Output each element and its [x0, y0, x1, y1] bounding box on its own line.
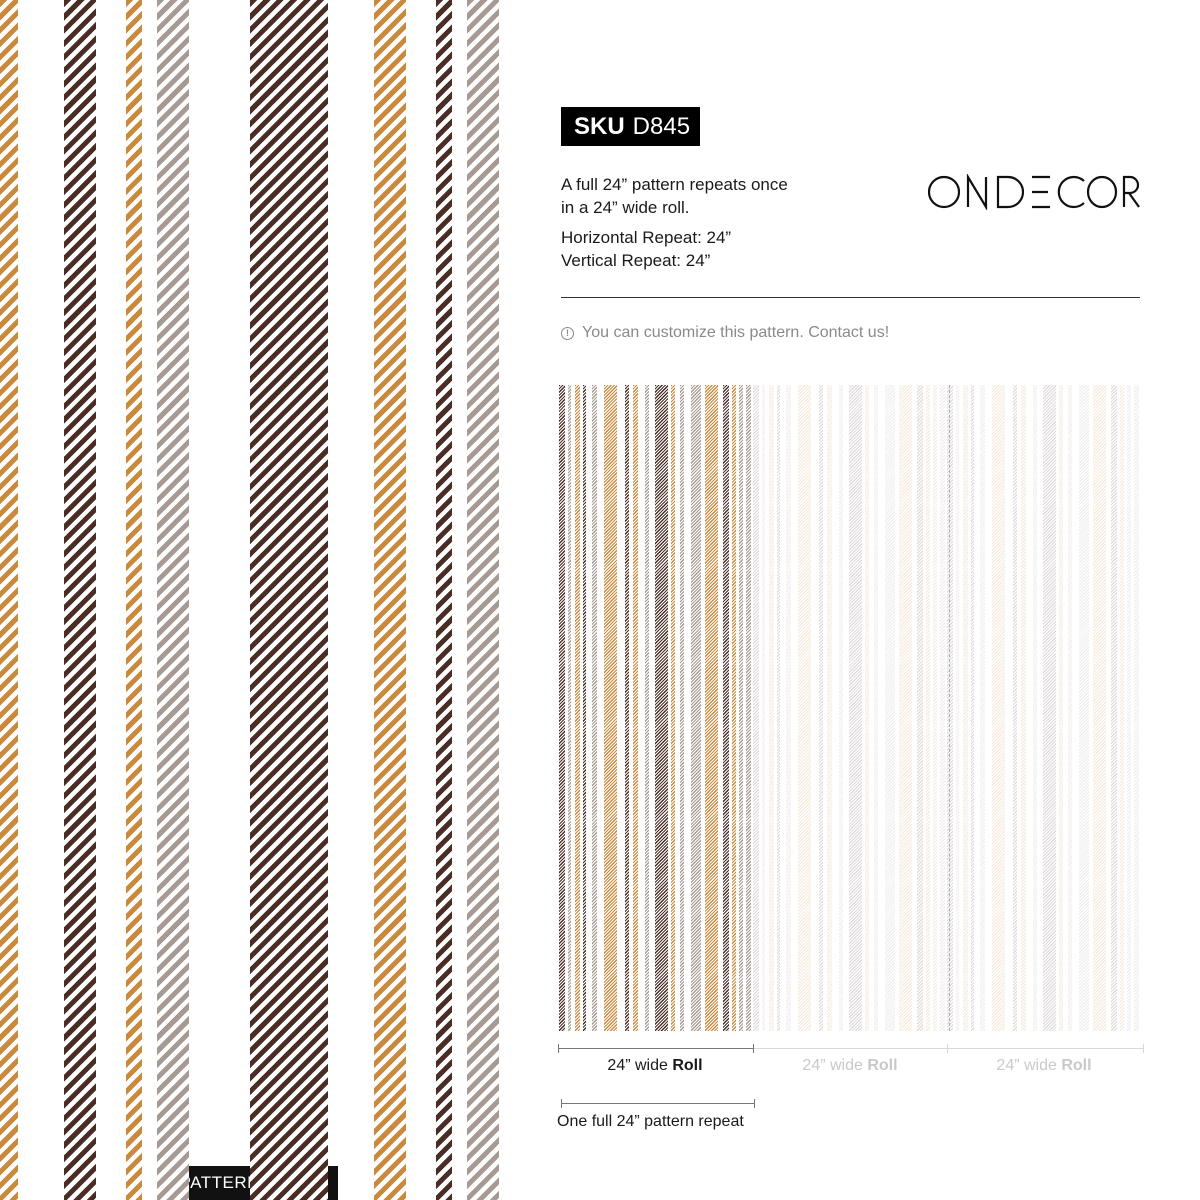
roll-1 — [559, 385, 753, 1031]
pattern-stripe — [645, 385, 649, 1031]
pattern-stripe — [798, 385, 811, 1031]
pattern-stripe — [885, 385, 895, 1031]
roll-3 — [947, 385, 1141, 1031]
pattern-stripe — [1013, 385, 1017, 1031]
pattern-stripe — [250, 0, 328, 1200]
pattern-stripe — [947, 385, 953, 1031]
roll-label-2: 24” wide Roll — [802, 1057, 898, 1074]
pattern-stripe — [680, 385, 684, 1031]
brand-logo — [928, 174, 1140, 210]
pattern-stripe — [374, 0, 406, 1200]
divider — [561, 297, 1140, 298]
customize-text[interactable]: You can customize this pattern. Contact us! — [582, 324, 890, 341]
roll-1-dimension-line — [558, 1048, 754, 1049]
description-line-2: in a 24” wide roll. — [561, 198, 690, 217]
pattern-detail-label: PATTERN — [168, 1166, 338, 1200]
pattern-stripe — [436, 0, 452, 1200]
roll-label-1: 24” wide Roll — [607, 1057, 703, 1074]
pattern-stripe — [874, 385, 878, 1031]
pattern-stripe — [64, 0, 96, 1200]
pattern-stripe — [625, 385, 629, 1031]
pattern-stripe — [839, 385, 843, 1031]
pattern-stripe — [777, 385, 780, 1031]
pattern-stripe — [1120, 385, 1124, 1031]
pattern-repeat-label: One full 24” pattern repeat — [557, 1113, 744, 1130]
sku-badge — [561, 107, 700, 146]
pattern-stripe — [157, 0, 189, 1200]
vertical-repeat: Vertical Repeat: 24” — [561, 251, 711, 270]
pattern-stripe — [1127, 385, 1131, 1031]
pattern-stripe — [723, 385, 729, 1031]
repeat-dimension-line — [561, 1103, 755, 1104]
pattern-stripe — [762, 385, 765, 1031]
pattern-stripe — [705, 385, 718, 1031]
horizontal-repeat: Horizontal Repeat: 24” — [561, 228, 732, 247]
pattern-stripe — [467, 0, 499, 1200]
pattern-stripe — [963, 385, 968, 1031]
pattern-stripe — [865, 385, 869, 1031]
pattern-stripe — [739, 385, 743, 1031]
pattern-stripe — [933, 385, 937, 1031]
pattern-stripe — [956, 385, 959, 1031]
pattern-stripe — [769, 385, 774, 1031]
roll-label-3: 24” wide Roll — [996, 1057, 1092, 1074]
pattern-detail-image — [0, 0, 500, 1200]
sku-code: D845 — [632, 112, 691, 140]
pattern-stripe — [926, 385, 930, 1031]
pattern-stripe — [827, 385, 832, 1031]
pattern-stripe — [1033, 385, 1037, 1031]
sku-prefix: SKU — [574, 112, 625, 140]
pattern-stripe — [1043, 385, 1056, 1031]
pattern-stripe — [899, 385, 912, 1031]
customize-notice[interactable] — [561, 324, 889, 342]
pattern-stripe — [592, 385, 597, 1031]
pattern-stripe — [583, 385, 586, 1031]
pattern-stripe — [1059, 385, 1063, 1031]
pattern-stripe — [992, 385, 1005, 1031]
pattern-stripe — [691, 385, 701, 1031]
description-line-1: A full 24” pattern repeats once — [561, 175, 788, 194]
pattern-stripe — [971, 385, 974, 1031]
pattern-stripe — [1021, 385, 1026, 1031]
pattern-stripe — [604, 385, 617, 1031]
pattern-stripe — [671, 385, 675, 1031]
roll-2 — [753, 385, 947, 1031]
info-icon: ! — [561, 327, 574, 340]
pattern-stripe — [1068, 385, 1072, 1031]
pattern-stripe — [849, 385, 862, 1031]
pattern-stripe — [786, 385, 791, 1031]
roll-preview — [559, 385, 1139, 1031]
pattern-stripe — [575, 385, 580, 1031]
pattern-stripe — [0, 0, 18, 1200]
pattern-stripe — [1111, 385, 1117, 1031]
pattern-stripe — [559, 385, 565, 1031]
pattern-stripe — [1134, 385, 1139, 1031]
pattern-stripe — [732, 385, 736, 1031]
roll-seam — [949, 385, 950, 1031]
roll-2-dimension-line — [754, 1048, 948, 1049]
pattern-stripe — [568, 385, 571, 1031]
pattern-stripe — [1079, 385, 1089, 1031]
pattern-stripe — [753, 385, 759, 1031]
pattern-stripe — [980, 385, 985, 1031]
pattern-stripe — [819, 385, 823, 1031]
pattern-stripe — [746, 385, 751, 1031]
pattern-stripe — [940, 385, 945, 1031]
pattern-stripe — [1093, 385, 1106, 1031]
pattern-stripe — [633, 385, 638, 1031]
pattern-stripe — [917, 385, 923, 1031]
pattern-stripe — [655, 385, 668, 1031]
roll-3-dimension-line — [948, 1048, 1144, 1049]
pattern-stripe — [126, 0, 142, 1200]
